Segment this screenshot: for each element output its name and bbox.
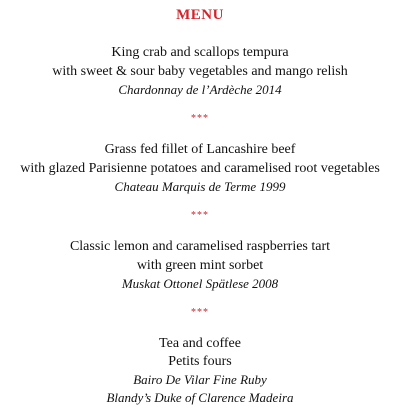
course-2-dish: Grass fed fillet of Lancashire beef xyxy=(104,142,296,157)
course-3-dish: Classic lemon and caramelised raspberries tart xyxy=(69,239,331,254)
course-1-wine: Chardonnay de l’Ardèche 2014 xyxy=(118,82,282,97)
menu-title: MENU xyxy=(176,7,224,23)
course-3-accompaniment: with green mint sorbet xyxy=(136,258,264,273)
separator: *** xyxy=(191,113,209,124)
course-1-dish: King crab and scallops tempura xyxy=(111,45,289,60)
course-4-sweets: Petits fours xyxy=(168,354,232,369)
course-2-wine: Chateau Marquis de Terme 1999 xyxy=(114,179,286,194)
course-1-accompaniment: with sweet & sour baby vegetables and mango relish xyxy=(52,64,348,79)
course-4-wine-1: Bairo De Vilar Fine Ruby xyxy=(133,372,267,387)
course-4-wine-2: Blandy’s Duke of Clarence Madeira xyxy=(106,390,294,405)
course-4-drinks: Tea and coffee xyxy=(159,336,241,351)
course-3-wine: Muskat Ottonel Spätlese 2008 xyxy=(121,276,279,291)
separator: *** xyxy=(191,307,209,318)
separator: *** xyxy=(191,210,209,221)
course-2-accompaniment: with glazed Parisienne potatoes and caramelised root vegetables xyxy=(20,161,380,176)
